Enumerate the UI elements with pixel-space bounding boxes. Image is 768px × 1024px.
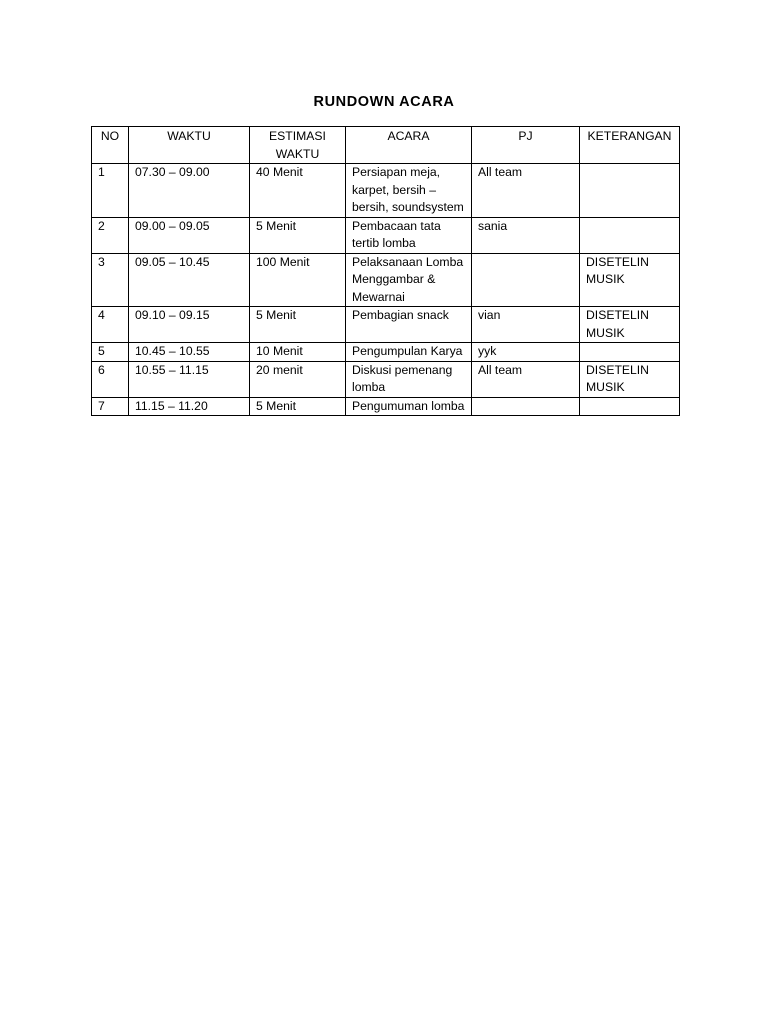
table-row xyxy=(92,343,680,362)
cell-keterangan: DISETELIN MUSIK xyxy=(580,307,680,343)
cell-acara: Pelaksanaan Lomba Menggambar & Mewarnai xyxy=(346,253,472,307)
cell-waktu: 10.45 – 10.55 xyxy=(129,343,250,362)
cell-no: 1 xyxy=(92,164,129,218)
table-row xyxy=(92,397,680,416)
cell-keterangan xyxy=(580,397,680,416)
table-row xyxy=(92,361,680,397)
header-estimasi-waktu xyxy=(250,127,346,164)
cell-estimasi: 100 Menit xyxy=(250,253,346,307)
cell-pj: sania xyxy=(472,217,580,253)
cell-no: 2 xyxy=(92,217,129,253)
table-row xyxy=(92,217,680,253)
cell-no: 7 xyxy=(92,397,129,416)
cell-no: 5 xyxy=(92,343,129,362)
header-pj: PJ xyxy=(472,127,580,164)
cell-keterangan: DISETELIN MUSIK xyxy=(580,361,680,397)
cell-waktu: 11.15 – 11.20 xyxy=(129,397,250,416)
cell-estimasi: 5 Menit xyxy=(250,217,346,253)
cell-pj: yyk xyxy=(472,343,580,362)
cell-acara: Persiapan meja, karpet, bersih – bersih, soundsystem xyxy=(346,164,472,218)
cell-acara: Diskusi pemenang lomba xyxy=(346,361,472,397)
cell-pj xyxy=(472,253,580,307)
header-waktu: WAKTU xyxy=(129,127,250,164)
cell-estimasi: 5 Menit xyxy=(250,307,346,343)
header-keterangan: KETERANGAN xyxy=(580,127,680,164)
cell-pj: All team xyxy=(472,361,580,397)
cell-estimasi: 10 Menit xyxy=(250,343,346,362)
cell-estimasi: 5 Menit xyxy=(250,397,346,416)
cell-keterangan xyxy=(580,343,680,362)
header-estimasi-line2: WAKTU xyxy=(275,146,320,161)
rundown-table xyxy=(91,126,680,416)
page-title: RUNDOWN ACARA xyxy=(313,94,455,110)
cell-estimasi: 40 Menit xyxy=(250,164,346,218)
cell-no: 3 xyxy=(92,253,129,307)
cell-pj: vian xyxy=(472,307,580,343)
cell-keterangan xyxy=(580,217,680,253)
table-row xyxy=(92,307,680,343)
cell-pj: All team xyxy=(472,164,580,218)
cell-waktu: 09.10 – 09.15 xyxy=(129,307,250,343)
cell-waktu: 10.55 – 11.15 xyxy=(129,361,250,397)
cell-acara: Pembagian snack xyxy=(346,307,472,343)
table-header-row xyxy=(92,127,680,164)
cell-acara: Pembacaan tata tertib lomba xyxy=(346,217,472,253)
cell-estimasi: 20 menit xyxy=(250,361,346,397)
cell-waktu: 09.00 – 09.05 xyxy=(129,217,250,253)
cell-keterangan: DISETELIN MUSIK xyxy=(580,253,680,307)
cell-keterangan xyxy=(580,164,680,218)
cell-acara: Pengumpulan Karya xyxy=(346,343,472,362)
cell-waktu: 09.05 – 10.45 xyxy=(129,253,250,307)
table-row xyxy=(92,164,680,218)
cell-no: 4 xyxy=(92,307,129,343)
header-no: NO xyxy=(92,127,129,164)
cell-waktu: 07.30 – 09.00 xyxy=(129,164,250,218)
header-acara: ACARA xyxy=(346,127,472,164)
table-row xyxy=(92,253,680,307)
cell-pj xyxy=(472,397,580,416)
cell-no: 6 xyxy=(92,361,129,397)
header-estimasi-line1: ESTIMASI xyxy=(269,129,326,143)
cell-acara: Pengumuman lomba xyxy=(346,397,472,416)
